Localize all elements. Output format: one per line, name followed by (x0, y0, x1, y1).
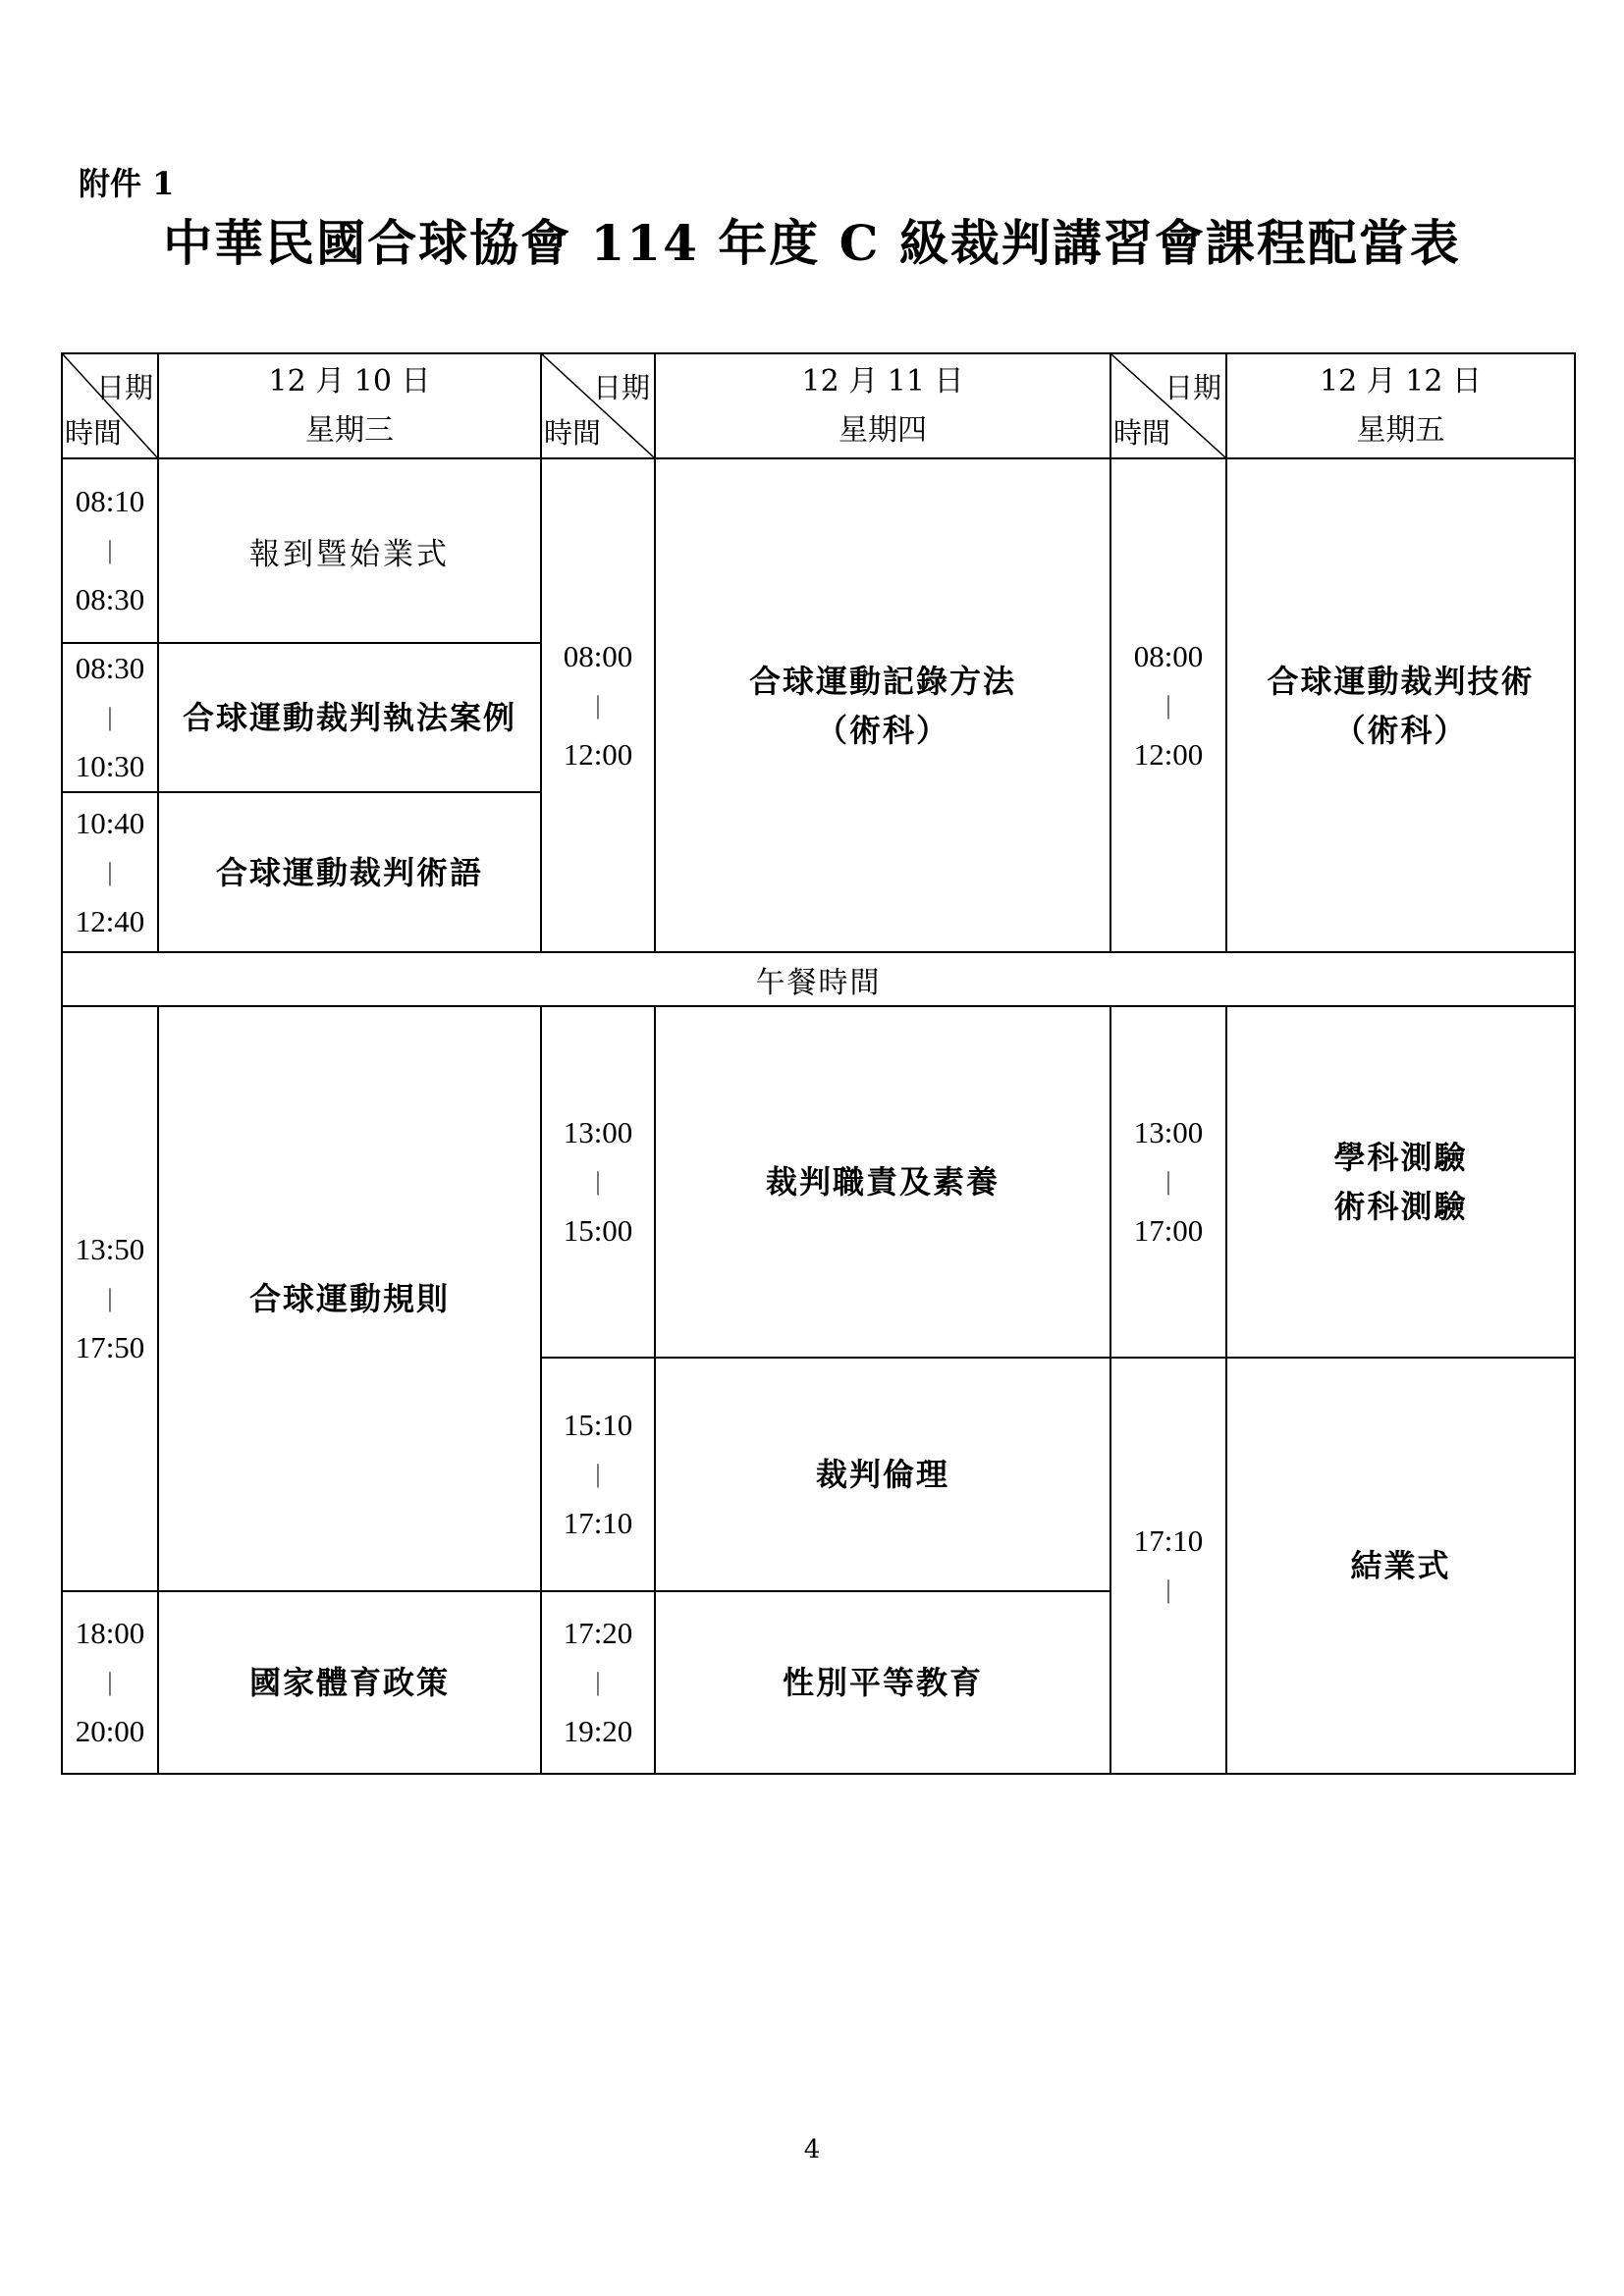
time-cell (62, 458, 158, 643)
end-time: 10:30 (75, 749, 145, 783)
time-cell (62, 643, 158, 792)
end-time: 12:40 (75, 903, 145, 938)
day-header-2 (655, 353, 1110, 458)
course-cell (1226, 1358, 1575, 1774)
day-header-3 (1226, 353, 1575, 458)
time-separator: | (595, 690, 601, 720)
time-cell (1110, 458, 1226, 952)
course-cell (655, 458, 1110, 952)
header-row (62, 353, 1575, 458)
day-weekday: 星期五 (1356, 412, 1445, 448)
corner-cell-2 (541, 353, 655, 458)
course-name: 國家體育政策 (248, 1664, 450, 1701)
day-date: 12 月 12 日 (1320, 363, 1482, 399)
time-cell (62, 792, 158, 952)
course-cell (1226, 458, 1575, 952)
page-number: 4 (803, 2135, 821, 2164)
start-time: 08:00 (563, 638, 633, 673)
course-cell (158, 643, 541, 792)
start-time: 13:00 (563, 1115, 633, 1149)
schedule-table (61, 352, 1576, 1775)
course-name-2: 術科測驗 (1333, 1188, 1468, 1225)
end-time: 20:00 (75, 1714, 145, 1748)
schedule-row (62, 1006, 1575, 1358)
start-time: 10:40 (75, 805, 145, 840)
start-time: 17:10 (1133, 1523, 1204, 1558)
day-date: 12 月 10 日 (268, 363, 431, 399)
time-cell (541, 458, 655, 952)
start-time: 13:50 (75, 1232, 145, 1266)
end-time: 08:30 (75, 582, 145, 616)
time-cell (541, 1006, 655, 1358)
course-name: 性別平等教育 (782, 1664, 983, 1701)
course-name: 裁判倫理 (815, 1456, 949, 1493)
lunch-row (62, 952, 1575, 1006)
time-separator: | (1165, 1575, 1171, 1604)
course-cell (1226, 1006, 1575, 1358)
day-date: 12 月 11 日 (801, 363, 964, 399)
course-cell (655, 1358, 1110, 1591)
end-time: 17:10 (563, 1506, 633, 1540)
day-weekday: 星期三 (305, 412, 394, 448)
start-time: 08:00 (1133, 638, 1204, 673)
course-name: 報到暨始業式 (249, 536, 450, 572)
corner-cell-3 (1110, 353, 1226, 458)
time-separator: | (107, 1284, 113, 1312)
course-name: 學科測驗 (1333, 1139, 1468, 1176)
time-separator: | (1165, 690, 1171, 720)
course-name: 合球運動規則 (248, 1280, 450, 1317)
corner-date-label: 日期 (592, 371, 650, 404)
course-cell (655, 1006, 1110, 1358)
corner-date-label: 日期 (95, 371, 153, 404)
end-time: 17:00 (1133, 1213, 1204, 1248)
course-note: （術科） (1333, 711, 1468, 749)
time-cell (62, 1591, 158, 1774)
time-separator: | (1165, 1167, 1171, 1196)
time-cell (541, 1591, 655, 1774)
corner-date-label: 日期 (1164, 371, 1221, 404)
course-name: 合球運動裁判技術 (1267, 662, 1535, 700)
start-time: 13:00 (1133, 1115, 1204, 1149)
course-name: 合球運動記錄方法 (748, 662, 1016, 700)
corner-cell-1 (62, 353, 158, 458)
time-cell (62, 1006, 158, 1591)
course-cell (158, 458, 541, 643)
page-title: 中華民國合球協會 114 年度 C 級裁判講習會課程配當表 (163, 214, 1461, 272)
time-separator: | (595, 1460, 601, 1488)
course-name: 合球運動裁判執法案例 (182, 699, 516, 736)
time-separator: | (107, 536, 113, 564)
start-time: 15:10 (563, 1408, 633, 1442)
course-name: 合球運動裁判術語 (215, 853, 483, 891)
time-separator: | (107, 857, 113, 886)
time-separator: | (107, 1668, 113, 1696)
course-cell (158, 1006, 541, 1591)
schedule-row (62, 458, 1575, 643)
day-header-1 (158, 353, 541, 458)
start-time: 08:30 (75, 651, 145, 685)
lunch-cell: 午餐時間 (62, 952, 1575, 1006)
day-weekday: 星期四 (839, 412, 927, 448)
end-time: 15:00 (563, 1213, 633, 1248)
time-cell (541, 1358, 655, 1591)
end-time: 12:00 (1133, 736, 1204, 772)
course-cell (655, 1591, 1110, 1774)
corner-time-label: 時間 (544, 416, 602, 450)
end-time: 12:00 (563, 736, 633, 772)
corner-time-label: 時間 (65, 416, 123, 450)
course-name: 結業式 (1350, 1547, 1451, 1584)
time-separator: | (595, 1668, 601, 1696)
course-name: 裁判職責及素養 (765, 1163, 1000, 1201)
course-note: （術科） (815, 711, 949, 749)
start-time: 17:20 (563, 1616, 633, 1650)
end-time: 17:50 (75, 1330, 145, 1364)
time-separator: | (107, 703, 113, 731)
course-cell (158, 792, 541, 952)
end-time: 19:20 (563, 1714, 633, 1748)
time-separator: | (595, 1167, 601, 1196)
course-cell (158, 1591, 541, 1774)
time-cell (1110, 1358, 1226, 1774)
time-cell (1110, 1006, 1226, 1358)
attachment-label: 附件 1 (79, 165, 175, 202)
start-time: 18:00 (75, 1616, 145, 1650)
start-time: 08:10 (75, 484, 145, 518)
corner-time-label: 時間 (1113, 416, 1171, 450)
